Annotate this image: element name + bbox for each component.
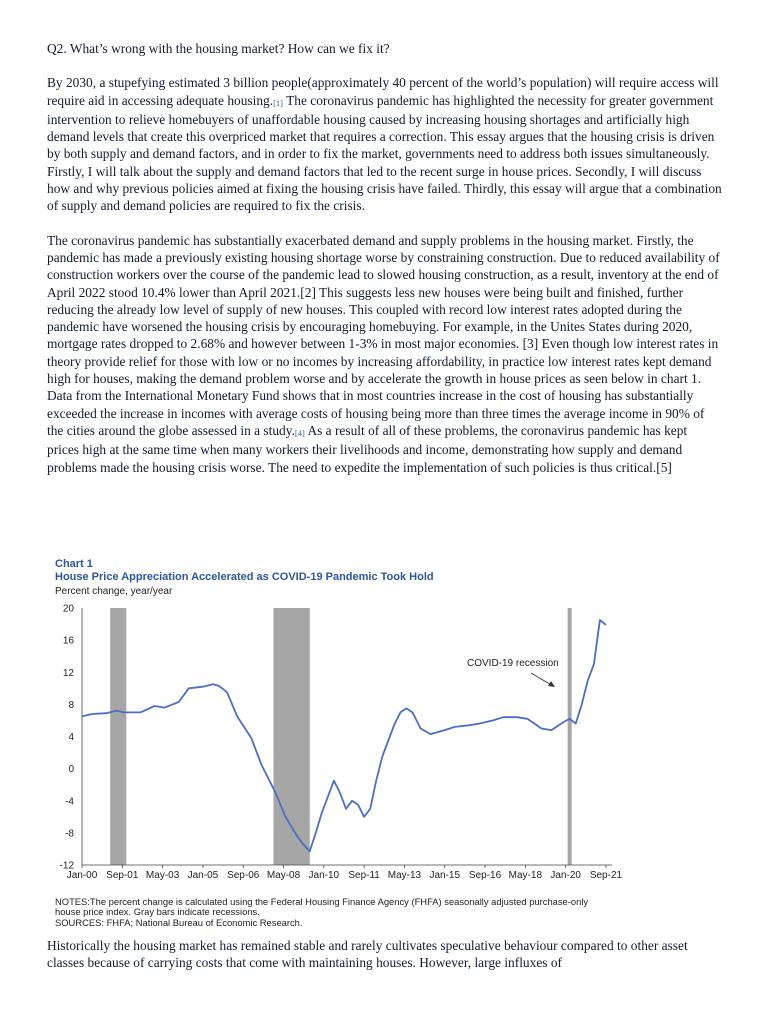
x-tick-label: May-03: [145, 870, 180, 881]
paragraph-intro: [47, 74, 722, 214]
chart-notes: [55, 897, 615, 928]
recession-bar: [110, 608, 126, 865]
y-tick-label: 20: [62, 603, 74, 615]
essay-continuation: [47, 937, 722, 972]
y-tick-label: -8: [65, 828, 74, 840]
series-line: [82, 620, 606, 851]
annotation-label: COVID-19 recession: [467, 658, 559, 669]
x-tick-label: May-18: [508, 870, 543, 881]
x-tick-label: Jan-20: [550, 870, 581, 881]
paragraph-pandemic: [47, 232, 722, 476]
x-tick-label: Sep-06: [227, 870, 260, 881]
y-tick-label: 12: [62, 667, 74, 679]
x-tick-label: May-13: [387, 870, 422, 881]
x-tick-label: Jan-00: [66, 870, 98, 881]
citation-link[interactable]: [4]: [294, 427, 305, 438]
line-chart: [47, 553, 647, 893]
x-tick-label: May-08: [266, 870, 301, 881]
y-tick-label: -12: [59, 860, 74, 872]
x-tick-label: Jan-05: [187, 870, 219, 881]
notes-text: NOTES:The percent change is calculated using the Federal Housing Finance Agency (FHFA) seasonally adjusted purchase-only house price index. Gray bars indicate recessions.: [55, 896, 589, 918]
chart-figure: [47, 553, 647, 933]
chart-number: Chart 1: [55, 558, 93, 570]
x-tick-label: Jan-10: [308, 870, 340, 881]
y-tick-label: 4: [68, 732, 74, 743]
paragraph-text: The coronavirus pandemic has substantially exacerbated demand and supply problems in the housing market. Firstly, the pandemic has made a previously existing housing shortage worse by constraining construction. Due to reduced availability of construction workers over the course of the pandemic lead to slowed housing construction, as a result, inventory at the end of April 2022 stood 10.4% lower than April 2021.[2] This suggests less new houses were being built and finished, further reducing the already low level of supply of new houses. This coupled with record low interest rates adopted during the pandemic have worsened the housing crisis by encouraging homebuying. For example, in the Unites States during 2020, mortgage rates dropped to 2.68% and however between 1-3% in most major economies. [3] Even though low interest rates in theory provide relief for those with low or no incomes by increasing affordability, in practice low interest rates kept demand high for houses, making the demand problem worse and by accelerate the growth in house prices as seen below in chart 1. Data from the International Monetary Fund shows that in most countries increase in the cost of housing has substantially exceeded the increase in incomes with average costs of housing being more than three times the average income in 90% of the cities around the globe assessed in a study.: [47, 232, 720, 438]
x-tick-label: Sep-16: [468, 870, 502, 881]
y-tick-label: 0: [68, 764, 74, 776]
x-tick-label: Jan-15: [429, 870, 461, 881]
sources-text: SOURCES: FHFA; National Bureau of Economic Research.: [55, 916, 303, 928]
x-tick-label: Sep-21: [589, 870, 623, 881]
essay-body: [47, 40, 722, 493]
x-tick-label: Sep-01: [106, 870, 139, 881]
question-heading: Q2. What’s wrong with the housing market? How can we fix it?: [47, 41, 390, 56]
y-tick-label: -4: [65, 796, 74, 808]
recession-bar: [568, 608, 572, 865]
chart-title: House Price Appreciation Accelerated as COVID-19 Pandemic Took Hold: [55, 571, 434, 583]
paragraph-text: As a result of all of these problems, the coronavirus pandemic has kept prices high at the same time when many workers their livelihoods and income, demonstrating how supply and demand problems made the housing crisis worse. The need to expedite the implementation of such policies is thus critical.[5]: [47, 422, 688, 475]
paragraph-history: Historically the housing market has remained stable and rarely cultivates speculative behaviour compared to other asset classes because of carrying costs that come with maintaining houses. However, large influxes of: [47, 938, 688, 971]
y-tick-label: 8: [68, 699, 74, 711]
paragraph-text: By 2030, a stupefying estimated 3 billion people(approximately 40 percent of the world’s population) will require access will require aid in accessing adequate housing.: [47, 75, 719, 108]
chart-units-label: Percent change, year/year: [55, 586, 173, 597]
x-tick-label: Sep-11: [348, 870, 380, 881]
y-tick-label: 16: [62, 635, 74, 647]
citation-link[interactable]: [1]: [273, 97, 283, 108]
paragraph-text: The coronavirus pandemic has highlighted the necessity for greater government intervention to relieve homebuyers of unaffordable housing caused by increasing housing shortages and artificially high demand levels that create this overpriced market that requires a correction. This essay argues that the housing crisis is driven by both supply and demand factors, and in order to fix the market, governments need to address both issues simultaneously. Firstly, I will talk about the supply and demand factors that led to the recent surge in house prices. Secondly, I will discuss how and why previous policies aimed at fixing the housing crisis have failed. Thirdly, this essay will argue that a combination of supply and demand policies are required to fix the crisis.: [47, 92, 722, 214]
